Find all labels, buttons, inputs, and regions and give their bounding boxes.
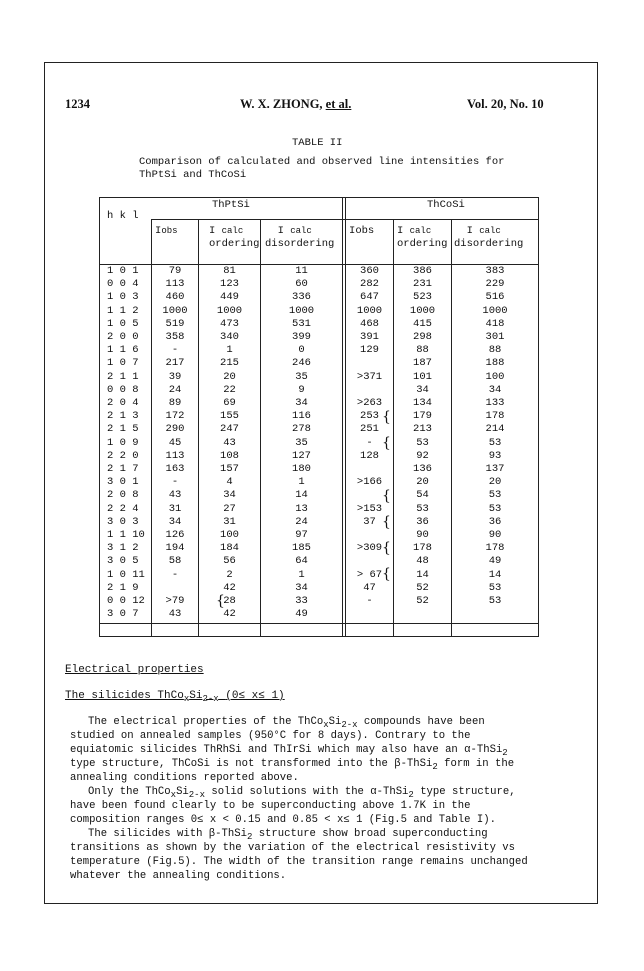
table-cell-p-dis: 399: [292, 331, 311, 343]
table-cell-p-dis: 531: [292, 317, 311, 330]
table-cell-p-obs: 58: [168, 555, 182, 568]
table-cell-p-obs: 43: [168, 608, 182, 621]
table-cell-p-ord: 100: [220, 529, 239, 541]
table-cell-c-dis: 49: [488, 555, 502, 568]
table-cell-p-dis: 9: [298, 383, 305, 396]
table-cell-hkl: 2 1 5: [107, 423, 139, 436]
p3-line3: temperature (Fig.5). The width of the transition range remains unchanged: [70, 856, 528, 868]
table-cell-p-obs: 79: [168, 265, 182, 277]
table-cell-c-dis: 36: [488, 515, 502, 528]
table-cell-p-obs: 217: [165, 357, 185, 370]
table-cell-p-obs: 126: [165, 529, 185, 541]
table-cell-hkl: 1 1 10: [107, 529, 145, 541]
table-cell-p-obs: -: [171, 344, 179, 357]
table-cell-c-obs: 468: [360, 317, 379, 330]
brace: {: [382, 409, 391, 425]
table-cell-c-obs: 647: [360, 291, 379, 304]
table-cell-c-dis: 88: [488, 344, 502, 357]
table-cell-p-dis: 97: [295, 529, 308, 541]
table-cell-hkl: 2 0 4: [107, 397, 139, 409]
brace: {: [216, 593, 225, 609]
table-cell-c-ord: 1000: [409, 304, 436, 317]
table-cell-p-ord: 43: [223, 436, 236, 449]
table-cell-c-ord: 34: [416, 383, 429, 396]
table-cell-c-obs: 47: [363, 581, 376, 594]
table-cell-c-obs: 37: [363, 515, 376, 528]
table-cell-p-obs: 113: [165, 449, 185, 462]
table-cell-p-ord: 81: [223, 265, 236, 277]
table-cell-c-obs: >153: [356, 502, 383, 515]
intensity-table: [99, 197, 539, 638]
table-cell-c-dis: 516: [485, 291, 505, 304]
table-caption-line2: ThPtSi and ThCoSi: [139, 169, 247, 181]
table-cell-hkl: 0 0 8: [107, 383, 139, 396]
volume-info: Vol. 20, No. 10: [467, 97, 544, 111]
header-i-calc-ordering-thptsi: I calc ordering: [209, 225, 260, 251]
p1-line3: equiatomic silicides ThRhSi and ThIrSi which may also have an α-ThSi$_2$: [70, 744, 508, 759]
table-cell-p-ord: 4: [226, 476, 233, 489]
table-cell-c-dis: 383: [485, 265, 505, 277]
table-cell-p-obs: 45: [168, 436, 182, 449]
table-cell-p-obs: 194: [165, 542, 185, 555]
table-cell-hkl: 2 0 0: [107, 331, 139, 343]
table-cell-hkl: 3 0 1: [107, 476, 139, 489]
table-cell-c-ord: 136: [413, 463, 432, 475]
table-cell-c-ord: 231: [413, 278, 432, 291]
table-cell-c-dis: 53: [488, 489, 502, 502]
table-cell-p-obs: 163: [165, 463, 185, 475]
p3-line1: The silicides with β-ThSi$_2$ structure show broad superconducting: [88, 828, 488, 843]
p1-line5: annealing conditions reported above.: [70, 772, 299, 784]
p3-line4: whatever the annealing conditions.: [70, 870, 287, 882]
table-cell-c-obs: >309: [356, 542, 383, 555]
table-cell-p-ord: 340: [220, 331, 239, 343]
hkl-header: h k l: [107, 210, 139, 222]
table-cell-p-ord: 34: [223, 489, 236, 502]
table-cell-p-ord: 22: [223, 383, 236, 396]
table-cell-p-dis: 278: [292, 423, 311, 436]
table-cell-p-dis: 33: [295, 595, 308, 607]
p1-line1: The electrical properties of the $ThCo_xSi_{2-x}$ compounds have been: [88, 716, 485, 731]
table-cell-c-ord: 179: [413, 410, 432, 423]
table-cell-p-dis: 11: [295, 265, 308, 277]
table-cell-c-obs: -: [366, 595, 373, 607]
table-cell-hkl: 2 1 3: [107, 410, 139, 423]
table-cell-p-ord: 473: [220, 317, 239, 330]
table-cell-p-obs: 172: [165, 410, 185, 423]
table-cell-hkl: 1 0 7: [107, 357, 139, 370]
table-cell-p-dis: 246: [292, 357, 311, 370]
table-cell-hkl: 3 1 2: [107, 542, 139, 555]
table-cell-c-ord: 52: [416, 595, 429, 607]
table-cell-hkl: 2 1 7: [107, 463, 139, 475]
table-cell-c-obs: -: [366, 436, 373, 449]
table-cell-p-dis: 127: [292, 449, 311, 462]
table-cell-c-dis: 133: [485, 397, 505, 409]
table-cell-p-ord: 20: [223, 370, 236, 383]
table-caption-line1: Comparison of calculated and observed line intensities for: [139, 156, 505, 168]
table-cell-c-dis: 53: [488, 581, 502, 594]
table-cell-p-dis: 35: [295, 436, 308, 449]
table-cell-p-ord: 155: [220, 410, 239, 423]
brace: {: [382, 435, 391, 451]
table-cell-p-ord: 27: [223, 502, 236, 515]
table-cell-p-obs: 1000: [162, 304, 188, 317]
table-cell-c-obs: 1000: [356, 304, 383, 317]
group-thcosi: ThCoSi: [427, 199, 465, 211]
table-cell-c-ord: 48: [416, 555, 429, 568]
header-i-obs-thcosi: Iobs: [349, 225, 375, 237]
table-cell-c-ord: 101: [413, 370, 432, 383]
table-cell-p-obs: 31: [168, 502, 182, 515]
table-cell-c-obs: >166: [356, 476, 383, 489]
table-cell-c-ord: 92: [416, 449, 429, 462]
table-cell-p-dis: 34: [295, 581, 308, 594]
table-cell-c-ord: 52: [416, 581, 429, 594]
table-cell-c-dis: 90: [488, 529, 502, 541]
brace: {: [382, 540, 391, 556]
p3-line2: transitions as shown by the variation of the electrical resistivity vs: [70, 842, 516, 854]
table-cell-c-obs: 391: [360, 331, 379, 343]
table-cell-c-dis: 1000: [482, 304, 508, 317]
table-cell-p-ord: 184: [220, 542, 239, 555]
table-cell-hkl: 1 0 3: [107, 291, 139, 304]
table-cell-c-ord: 523: [413, 291, 432, 304]
table-cell-c-obs: >263: [356, 397, 383, 409]
table-cell-hkl: 1 1 2: [107, 304, 139, 317]
table-cell-hkl: 3 0 7: [107, 608, 139, 621]
table-cell-p-obs: >79: [165, 595, 185, 607]
table-cell-hkl: 2 2 0: [107, 449, 139, 462]
table-cell-p-dis: 185: [292, 542, 311, 555]
table-cell-hkl: 3 0 5: [107, 555, 139, 568]
table-cell-p-ord: 1: [226, 344, 233, 357]
p1-line2: studied on annealed samples (950°C for 8 days). Contrary to the: [70, 730, 471, 742]
table-cell-c-ord: 134: [413, 397, 432, 409]
p2-line1: Only the $ThCo_xSi_{2-x}$ solid solutions with the α-ThSi$_2$ type structure,: [88, 786, 516, 801]
table-cell-c-ord: 187: [413, 357, 432, 370]
table-title: TABLE II: [292, 137, 343, 149]
table-cell-c-dis: 93: [488, 449, 502, 462]
table-cell-hkl: 1 0 11: [107, 568, 145, 581]
table-cell-c-dis: 20: [488, 476, 502, 489]
table-cell-c-ord: 88: [416, 344, 429, 357]
authors: W. X. ZHONG, et al.: [240, 97, 352, 111]
table-cell-p-obs: 358: [165, 331, 185, 343]
table-cell-c-obs: 360: [360, 265, 379, 277]
table-cell-c-dis: 53: [488, 436, 502, 449]
table-cell-p-dis: 1: [298, 568, 305, 581]
table-cell-p-ord: 42: [223, 608, 236, 621]
header-i-calc-ordering-thcosi: I calc ordering: [397, 225, 448, 251]
table-cell-p-obs: 89: [168, 397, 182, 409]
table-cell-p-dis: 336: [292, 291, 311, 304]
table-cell-c-obs: 253: [360, 410, 379, 423]
table-cell-hkl: 1 0 1: [107, 265, 139, 277]
table-cell-hkl: 1 0 9: [107, 436, 139, 449]
brace: {: [382, 566, 391, 582]
table-cell-c-dis: 137: [485, 463, 505, 475]
table-cell-c-dis: 100: [485, 370, 505, 383]
table-cell-p-obs: 39: [168, 370, 182, 383]
table-cell-hkl: 3 0 3: [107, 515, 139, 528]
table-cell-p-ord: 215: [220, 357, 239, 370]
table-cell-c-dis: 53: [488, 595, 502, 607]
table-cell-hkl: 0 0 4: [107, 278, 139, 291]
table-cell-p-ord: 157: [220, 463, 239, 475]
table-cell-p-ord: 123: [220, 278, 239, 291]
table-cell-p-obs: -: [171, 568, 179, 581]
table-cell-p-dis: 49: [295, 608, 308, 621]
table-cell-p-dis: 1000: [288, 304, 315, 317]
table-cell-c-ord: 213: [413, 423, 432, 436]
table-cell-c-ord: 53: [416, 502, 429, 515]
table-cell-p-dis: 24: [295, 515, 308, 528]
table-cell-hkl: 2 1 1: [107, 370, 139, 383]
table-cell-p-ord: 247: [220, 423, 239, 436]
table-cell-c-dis: 418: [485, 317, 505, 330]
table-cell-c-ord: 36: [416, 515, 429, 528]
table-cell-p-dis: 180: [292, 463, 311, 475]
table-cell-p-dis: 0: [298, 344, 305, 357]
table-cell-p-dis: 13: [295, 502, 308, 515]
p2-line3: composition ranges 0≤ x < 0.15 and 0.85 < x≤ 1 (Fig.5 and Table I).: [70, 814, 496, 826]
table-cell-p-ord: 1000: [216, 304, 243, 317]
table-cell-c-dis: 188: [485, 357, 505, 370]
table-cell-c-ord: 415: [413, 317, 432, 330]
group-thptsi: ThPtSi: [212, 199, 250, 211]
table-cell-p-dis: 14: [295, 489, 308, 502]
table-cell-p-obs: 290: [165, 423, 185, 436]
header-i-calc-disordering-thptsi: I calc disordering: [265, 225, 335, 251]
brace: {: [382, 488, 391, 504]
table-cell-p-obs: 460: [165, 291, 185, 304]
table-cell-c-dis: 229: [485, 278, 505, 291]
table-cell-c-ord: 53: [416, 436, 429, 449]
table-cell-p-ord: 28: [223, 595, 236, 607]
table-cell-c-ord: 90: [416, 529, 429, 541]
table-cell-p-obs: -: [171, 476, 179, 489]
table-cell-p-dis: 60: [295, 278, 308, 291]
table-cell-p-obs: 43: [168, 489, 182, 502]
table-cell-p-obs: 113: [165, 278, 185, 291]
table-cell-c-dis: 14: [488, 568, 502, 581]
table-cell-c-dis: 178: [485, 542, 505, 555]
table-cell-p-obs: 519: [165, 317, 185, 330]
header-i-calc-disordering-thcosi: I calc disordering: [454, 225, 524, 251]
table-cell-hkl: 1 0 5: [107, 317, 139, 330]
table-cell-hkl: 1 1 6: [107, 344, 139, 357]
table-cell-c-obs: 129: [360, 344, 379, 357]
table-cell-p-dis: 34: [295, 397, 308, 409]
table-cell-c-obs: 251: [360, 423, 379, 436]
brace: {: [382, 514, 391, 530]
table-cell-p-ord: 31: [223, 515, 236, 528]
table-cell-c-dis: 214: [485, 423, 505, 436]
table-cell-c-ord: 178: [413, 542, 432, 555]
table-cell-c-obs: 128: [360, 449, 379, 462]
table-cell-c-ord: 386: [413, 265, 432, 277]
table-cell-c-ord: 298: [413, 331, 432, 343]
table-cell-hkl: 0 0 12: [107, 595, 145, 607]
table-cell-p-ord: 69: [223, 397, 236, 409]
page-number: 1234: [65, 97, 90, 111]
table-cell-c-dis: 301: [485, 331, 505, 343]
table-cell-c-ord: 54: [416, 489, 429, 502]
p2-line2: have been found clearly to be superconducting above 1.7K in the: [70, 800, 471, 812]
table-cell-c-obs: 282: [360, 278, 379, 291]
header-i-obs-thptsi: Iobs: [155, 225, 178, 237]
table-cell-c-obs: >371: [356, 370, 383, 383]
section-subheading: The silicides $ThCo_xSi_{2-x}$ (0≤ x≤ 1): [65, 690, 285, 705]
table-cell-p-ord: 56: [223, 555, 236, 568]
table-cell-c-dis: 53: [488, 502, 502, 515]
table-cell-p-ord: 2: [226, 568, 233, 581]
table-cell-p-ord: 449: [220, 291, 239, 304]
table-cell-p-dis: 116: [292, 410, 311, 423]
table-cell-c-dis: 34: [488, 383, 502, 396]
table-cell-p-ord: 108: [220, 449, 239, 462]
table-cell-c-ord: 20: [416, 476, 429, 489]
table-cell-p-dis: 35: [295, 370, 308, 383]
table-cell-p-ord: 42: [223, 581, 236, 594]
table-cell-hkl: 2 2 4: [107, 502, 139, 515]
section-heading: Electrical properties: [65, 664, 204, 676]
table-cell-p-obs: 34: [168, 515, 182, 528]
p1-line4: type structure, ThCoSi is not transformed into the β-ThSi$_2$ form in the: [70, 758, 515, 773]
table-cell-c-obs: > 67: [356, 568, 383, 581]
table-cell-hkl: 2 0 8: [107, 489, 139, 502]
table-cell-c-dis: 178: [485, 410, 505, 423]
table-cell-p-dis: 1: [298, 476, 305, 489]
table-cell-p-dis: 64: [295, 555, 308, 568]
table-cell-hkl: 2 1 9: [107, 581, 139, 594]
table-cell-p-obs: 24: [168, 383, 182, 396]
table-cell-c-ord: 14: [416, 568, 429, 581]
